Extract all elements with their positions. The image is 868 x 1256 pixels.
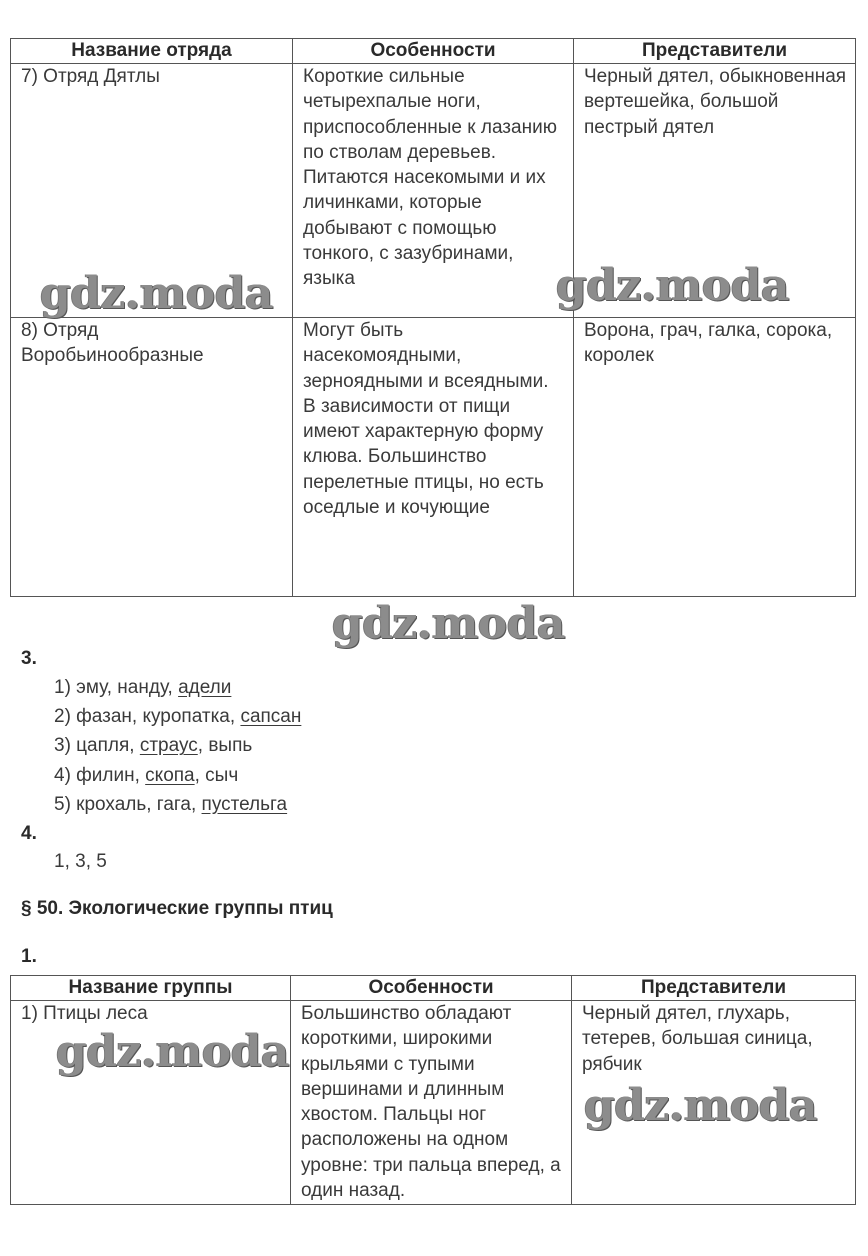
watermark: gdz.moda [584, 1080, 818, 1131]
task-3-list [54, 673, 301, 819]
table-row [11, 1001, 856, 1205]
list-item: 2) фазан, куропатка, сапсан [54, 706, 302, 728]
task-3-number: 3. [21, 648, 37, 669]
features-cell: Могут быть насекомоядными, зерноядными и всеядными. В зависимости от пищи имеют характерную форму клюва. Большинство перелетные птицы, но есть оседлые и кочующие [293, 318, 574, 597]
order-name-cell: 8) Отряд Воробьинообразные [11, 318, 293, 597]
watermark: gdz.moda [332, 598, 566, 649]
underlined-answer: скопа [145, 764, 195, 786]
groups-table [10, 975, 856, 1205]
group-name-cell: 1) Птицы леса [11, 1001, 291, 1205]
table-row [11, 318, 856, 597]
list-item: 4) филин, скопа, сыч [54, 764, 239, 786]
watermark: gdz.moda [40, 268, 274, 319]
column-header: Представители [574, 39, 856, 64]
task-4-number: 4. [21, 823, 37, 844]
table-row [11, 64, 856, 318]
features-cell: Большинство обладают короткими, широкими крыльями с тупыми вершинами и длинным хвостом. Пальцы ног расположены на одном уровне: три пальца вперед, а один назад. [291, 1001, 572, 1205]
task-1-number: 1. [21, 946, 37, 967]
underlined-answer: пустельга [201, 793, 288, 815]
underlined-answer: адели [178, 677, 232, 698]
list-item: 1) эму, нанду, адели [54, 677, 232, 698]
column-header: Название группы [11, 976, 291, 1001]
representatives-cell: Черный дятел, глухарь, тетерев, большая синица, рябчик [572, 1001, 856, 1205]
watermark: gdz.moda [56, 1026, 290, 1077]
column-header: Представители [572, 976, 856, 1001]
watermark: gdz.moda [556, 260, 790, 311]
underlined-answer: сапсан [240, 706, 302, 728]
table-header-row [11, 976, 856, 1001]
column-header: Название отряда [11, 39, 293, 64]
task-4-answer: 1, 3, 5 [54, 851, 107, 872]
representatives-cell: Ворона, грач, галка, сорока, королек [574, 318, 856, 597]
orders-table [10, 38, 856, 597]
list-item: 3) цапля, страус, выпь [54, 735, 253, 757]
features-cell: Короткие сильные четырехпалые ноги, приспособленные к лазанию по стволам деревьев. Питаются насекомыми и их личинками, которые добывают с помощью тонкого, с зазубринами, языка [293, 64, 574, 318]
representatives-cell: Черный дятел, обыкновенная вертешейка, большой пестрый дятел [574, 64, 856, 318]
list-item: 5) крохаль, гага, пустельга [54, 793, 288, 815]
column-header: Особенности [291, 976, 572, 1001]
order-name-cell: 7) Отряд Дятлы [11, 64, 293, 318]
table-header-row [11, 39, 856, 64]
column-header: Особенности [293, 39, 574, 64]
section-title: § 50. Экологические группы птиц [21, 898, 333, 919]
underlined-answer: страус [139, 735, 198, 757]
